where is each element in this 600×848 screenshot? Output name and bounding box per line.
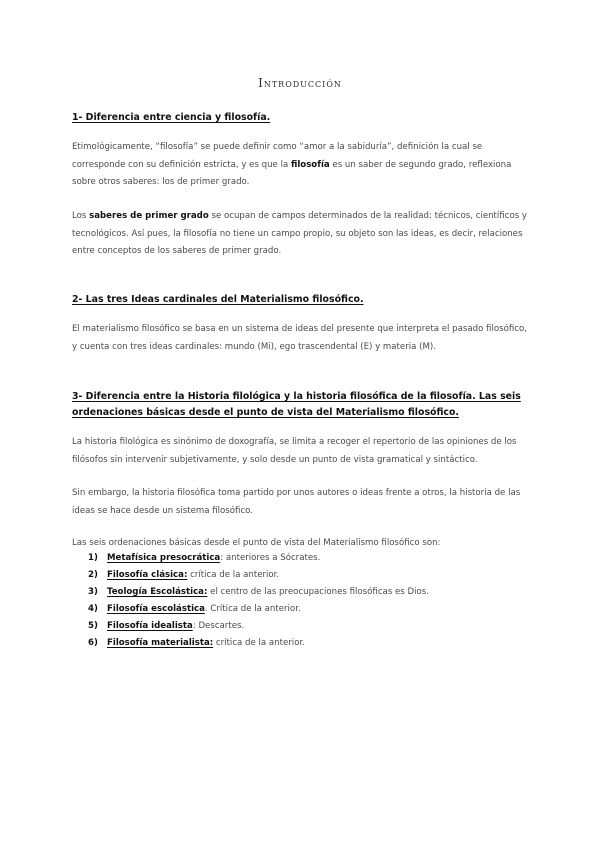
list-number: 5): [88, 621, 98, 631]
list-description: crítica de la anterior.: [187, 570, 280, 580]
section-2-heading: 2- Las tres Ideas cardinales del Materialismo filosófico.: [72, 294, 364, 305]
text-run: Los: [72, 211, 90, 221]
list-term: Filosofía escolástica: [107, 604, 205, 614]
ordenaciones-list: [88, 550, 429, 652]
section-3-heading: 3- Diferencia entre la Historia filológica y la historia filosófica de la filosofía. Las seis ordenaciones básicas desde el punto de vista del Materialismo filosófico.: [72, 391, 521, 418]
list-item: [88, 567, 429, 584]
list-item: [88, 635, 429, 652]
list-description: el centro de las preocupaciones filosóficas es Dios.: [207, 587, 429, 597]
page-title: Introducción: [258, 76, 342, 90]
list-number: 3): [88, 587, 98, 597]
text-run: se ocupan de campos determinados de la realidad: técnicos, científicos y tecnológicos. Así pues, la filosofía no tiene un campo propio, su objeto son las ideas, es decir, relaciones entre conceptos de los saberes de primer grado.: [72, 211, 528, 256]
list-term: Filosofía materialista:: [107, 638, 214, 648]
list-description: crítica de la anterior.: [213, 638, 305, 648]
text-run: Etimológicamente, “filosofía” se puede definir como “amor a la sabiduría”, definición la cual se corresponde con su definición estricta, y es que la: [72, 142, 483, 170]
text-run: es un saber de segundo grado, reflexiona sobre otros saberes: los de primer grado.: [72, 159, 512, 187]
list-term: Filosofía idealista: [107, 621, 193, 631]
list-term: Metafísica presocrática: [107, 553, 221, 563]
section-3-paragraph-3: Las seis ordenaciones básicas desde el punto de vista del Materialismo filosófico son:: [72, 538, 441, 548]
section-3-paragraph-2: Sin embargo, la historia filosófica toma partido por unos autores o ideas frente a otros, la historia de las ideas se hace desde un sistema filosófico.: [72, 488, 521, 516]
list-item: [88, 584, 429, 601]
section-1-paragraph-2: [72, 208, 534, 261]
section-2-paragraph-1: El materialismo filosófico se basa en un sistema de ideas del presente que interpreta el pasado filosófico, y cuenta con tres ideas cardinales: mundo (Mi), ego trascendental (E) y materia (M).: [72, 324, 527, 352]
section-1-paragraph-1: [72, 139, 534, 192]
list-term: Filosofía clásica:: [107, 570, 188, 580]
list-item: [88, 550, 429, 567]
list-number: 6): [88, 638, 98, 648]
list-item: [88, 618, 429, 635]
list-number: 4): [88, 604, 98, 614]
list-description: . Crítica de la anterior.: [204, 604, 301, 614]
list-description: : Descartes.: [192, 621, 245, 631]
list-item: [88, 601, 429, 618]
list-number: 2): [88, 570, 98, 580]
bold-term: filosofía: [290, 159, 330, 170]
bold-term: saberes de primer grado: [89, 211, 209, 221]
list-term: Teología Escolástica:: [107, 587, 208, 597]
list-description: : anteriores a Sócrates.: [220, 553, 321, 563]
list-number: 1): [88, 553, 98, 563]
section-3-paragraph-1: La historia filológica es sinónimo de doxografía, se limita a recoger el repertorio de las opiniones de los filósofos sin intervenir subjetivamente, y solo desde un punto de vista gramatical y sintáctico.: [72, 437, 517, 465]
section-1-heading: 1- Diferencia entre ciencia y filosofía.: [72, 112, 271, 123]
